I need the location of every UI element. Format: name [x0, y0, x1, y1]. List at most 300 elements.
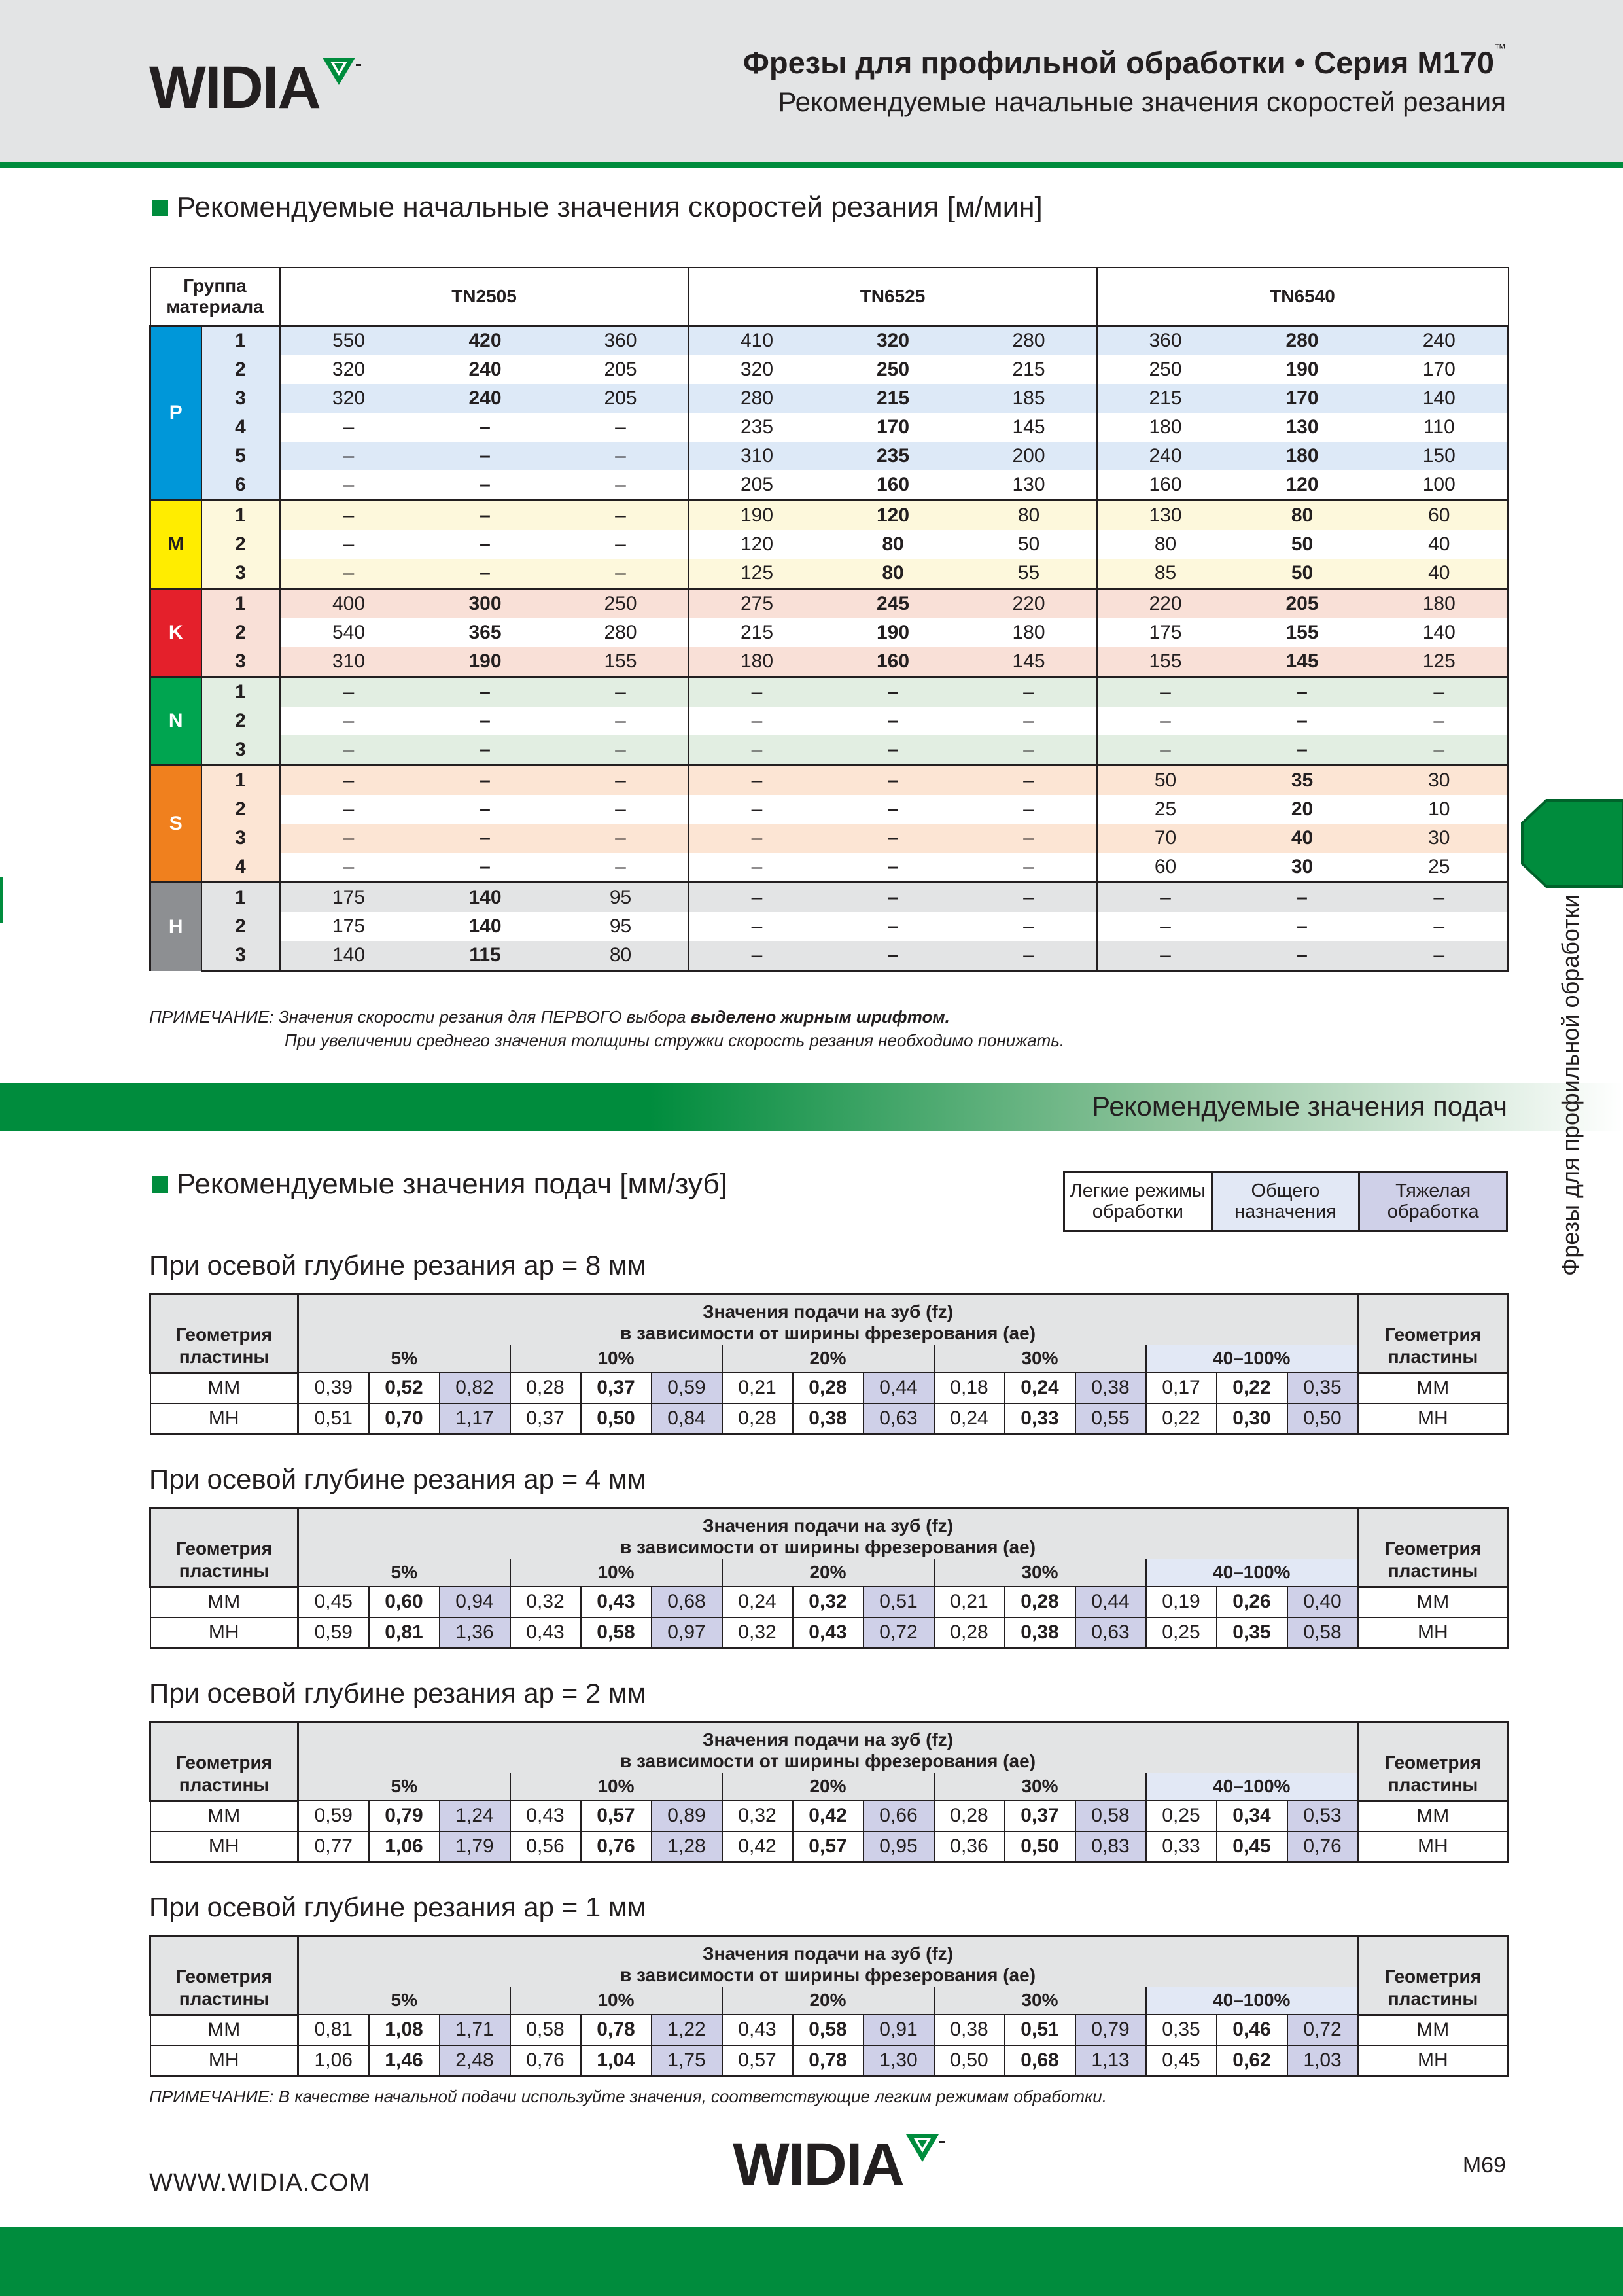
- feed-value: 0,38: [793, 1404, 864, 1434]
- speed-value: 190: [689, 501, 825, 531]
- width-header-row: [150, 1345, 1509, 1373]
- speed-value: 310: [689, 442, 825, 470]
- geometry-header-left: [150, 1508, 298, 1587]
- speed-value: –: [1097, 735, 1234, 766]
- speed-value: 140: [280, 941, 417, 971]
- speed-value: –: [825, 735, 962, 766]
- subgroup-number: 2: [201, 912, 280, 941]
- feed-value: 0,63: [864, 1404, 934, 1434]
- speed-row: [150, 501, 1509, 531]
- subgroup-number: 1: [201, 326, 280, 356]
- speed-value: –: [887, 915, 899, 937]
- speed-value: –: [480, 710, 491, 732]
- speed-value: 80: [882, 533, 904, 555]
- feed-value: 1,22: [652, 2015, 722, 2045]
- subgroup-number: 1: [201, 501, 280, 531]
- feed-value: 0,51: [298, 1404, 369, 1434]
- speed-value: 80: [962, 501, 1097, 531]
- depth-heading: При осевой глубине резания ap = 1 мм: [149, 1892, 646, 1922]
- width-header: 40–100%: [1146, 1773, 1358, 1801]
- feed-value: 0,83: [1075, 1831, 1146, 1862]
- speed-value: 125: [689, 559, 825, 589]
- feed-value: 0,91: [864, 2015, 934, 2045]
- speed-value: –: [280, 442, 417, 470]
- speed-value: 190: [417, 647, 553, 677]
- subgroup-number: 3: [201, 647, 280, 677]
- feed-value: 0,34: [1217, 1801, 1287, 1831]
- speed-value: 160: [1097, 470, 1234, 501]
- speed-value: –: [825, 824, 962, 853]
- speed-value: –: [417, 442, 553, 470]
- geometry-cell: MH: [150, 1831, 298, 1862]
- speed-value: –: [615, 710, 626, 732]
- speed-value: 280: [604, 622, 637, 643]
- feed-value: 1,06: [369, 1831, 440, 1862]
- feed-value: 0,84: [652, 1404, 722, 1434]
- speed-value: –: [480, 533, 491, 555]
- speed-value: 115: [417, 941, 553, 971]
- feed-header-line1: Значения подачи на зуб (fz): [703, 1943, 954, 1964]
- feed-value: 0,28: [934, 1801, 1005, 1831]
- feed-value: 0,28: [934, 1617, 1005, 1648]
- geometry-cell: MH: [1358, 1404, 1509, 1434]
- speed-value: –: [962, 766, 1097, 796]
- speed-value: –: [417, 766, 553, 796]
- feed-table: [149, 1935, 1509, 2077]
- feed-value: 0,24: [934, 1404, 1005, 1434]
- feed-value: 1,03: [1287, 2045, 1358, 2076]
- feed-value: 0,28: [510, 1373, 581, 1404]
- speed-value: 180: [1012, 622, 1045, 643]
- speed-value: 120: [825, 501, 962, 531]
- geometry-cell: MM: [150, 1373, 298, 1404]
- width-header: 5%: [298, 1345, 510, 1373]
- feed-value: 0,95: [864, 1831, 934, 1862]
- feed-table: [149, 1721, 1509, 1863]
- speed-value: 110: [1371, 413, 1509, 442]
- feed-value: 0,35: [1287, 1373, 1358, 1404]
- speed-value: –: [480, 474, 491, 495]
- width-header: 10%: [510, 1345, 722, 1373]
- speed-value: 400: [280, 589, 417, 619]
- feed-value: 0,76: [1287, 1831, 1358, 1862]
- speed-value: –: [343, 416, 355, 438]
- speed-value: 205: [689, 470, 825, 501]
- feed-value: 0,76: [510, 2045, 581, 2076]
- speed-value: 540: [332, 622, 366, 643]
- speed-value: 25: [1371, 853, 1509, 883]
- width-header-row: [150, 1559, 1509, 1587]
- feed-value: 0,57: [722, 2045, 793, 2076]
- trademark-mark: ™: [1494, 42, 1506, 55]
- geometry-header-right: [1358, 1508, 1509, 1587]
- speed-value: –: [1371, 735, 1509, 766]
- speed-row: [150, 883, 1509, 913]
- width-header: 30%: [934, 1987, 1146, 2015]
- feed-value: 0,30: [1217, 1404, 1287, 1434]
- speed-value: 250: [553, 589, 689, 619]
- width-header: 30%: [934, 1773, 1146, 1801]
- geometry-cell: MH: [150, 1404, 298, 1434]
- feed-value: 0,21: [934, 1587, 1005, 1617]
- width-header: 40–100%: [1146, 1345, 1358, 1373]
- speed-value: 185: [962, 384, 1097, 413]
- feed-value: 0,25: [1146, 1617, 1217, 1648]
- footer-logo-wordmark: WIDIA: [733, 2131, 903, 2198]
- feed-value: 0,42: [793, 1801, 864, 1831]
- speed-value: 320: [280, 384, 417, 413]
- speed-row: [150, 559, 1509, 589]
- feed-value: 0,59: [652, 1373, 722, 1404]
- subgroup-number: 1: [201, 766, 280, 796]
- speed-value: 240: [468, 359, 502, 380]
- speed-row: [150, 355, 1509, 384]
- feed-value: 0,44: [1075, 1587, 1146, 1617]
- feed-value: 0,58: [793, 2015, 864, 2045]
- feed-header-line1: Значения подачи на зуб (fz): [703, 1301, 954, 1322]
- speed-value: 300: [417, 589, 553, 619]
- subgroup-number: 1: [201, 883, 280, 913]
- speed-value: –: [825, 941, 962, 971]
- speed-value: –: [1371, 883, 1509, 913]
- feed-value: 0,97: [652, 1617, 722, 1648]
- speed-value: 80: [1097, 530, 1234, 559]
- logo-triangle-icon: [905, 2132, 945, 2164]
- speed-value: –: [689, 912, 825, 941]
- feed-value: 0,26: [1217, 1587, 1287, 1617]
- speed-row: [150, 795, 1509, 824]
- speed-row: [150, 912, 1509, 941]
- speed-value: 240: [1097, 442, 1234, 470]
- speed-value: –: [962, 883, 1097, 913]
- speed-value: 365: [468, 622, 502, 643]
- speed-value: 280: [962, 326, 1097, 356]
- feed-value: 0,45: [298, 1587, 369, 1617]
- feed-header-row: [150, 1294, 1509, 1345]
- speed-value: –: [962, 824, 1097, 853]
- speed-row: [150, 824, 1509, 853]
- speed-value: 50: [1097, 766, 1234, 796]
- speed-value: –: [1371, 912, 1509, 941]
- feed-table: [149, 1507, 1509, 1649]
- speed-value: –: [553, 559, 689, 589]
- speed-value: 30: [1371, 824, 1509, 853]
- speed-value: 130: [1285, 416, 1319, 438]
- feed-value: 0,44: [864, 1373, 934, 1404]
- feed-value: 0,53: [1287, 1801, 1358, 1831]
- legend-light: Легкие режимы обработки: [1064, 1173, 1212, 1231]
- material-group-cell: M: [150, 501, 201, 589]
- feed-value: 1,46: [369, 2045, 440, 2076]
- legend-heavy: Тяжелая обработка: [1359, 1173, 1507, 1231]
- feed-value: 0,46: [1217, 2015, 1287, 2045]
- feed-value: 0,22: [1146, 1404, 1217, 1434]
- width-header: 30%: [934, 1345, 1146, 1373]
- feed-value: 0,57: [793, 1831, 864, 1862]
- footer-url[interactable]: WWW.WIDIA.COM: [149, 2169, 371, 2197]
- speed-value: 235: [825, 442, 962, 470]
- group-header-label: Группа материала: [166, 275, 264, 317]
- feed-value: 0,32: [722, 1801, 793, 1831]
- speed-value: 155: [1285, 622, 1319, 643]
- geometry-header-left: [150, 1722, 298, 1801]
- speed-value: 240: [1371, 326, 1509, 356]
- speed-value: 360: [1097, 326, 1234, 356]
- speed-value: 160: [825, 647, 962, 677]
- speed-value: 250: [876, 359, 910, 380]
- speed-value: 170: [1234, 384, 1371, 413]
- feed-header-line2: в зависимости от ширины фрезерования (ae): [620, 1537, 1036, 1558]
- speed-value: –: [1097, 707, 1234, 735]
- speed-value: 235: [689, 413, 825, 442]
- subgroup-number: 2: [201, 707, 280, 735]
- geometry-header-right: [1358, 1936, 1509, 2015]
- feed-value: 0,50: [934, 2045, 1005, 2076]
- speed-value: 10: [1371, 795, 1509, 824]
- feed-value: 0,51: [1005, 2015, 1075, 2045]
- feed-row: [150, 1831, 1509, 1862]
- speed-value: 190: [876, 622, 910, 643]
- speed-value: 220: [1097, 589, 1234, 619]
- speed-value: –: [1297, 915, 1308, 937]
- speed-value: 60: [1371, 501, 1509, 531]
- feed-header-line2: в зависимости от ширины фрезерования (ae): [620, 1965, 1036, 1986]
- speed-value: –: [689, 677, 825, 707]
- geometry-header-right: [1358, 1294, 1509, 1373]
- speed-value: 320: [825, 326, 962, 356]
- geometry-header-left: [150, 1936, 298, 2015]
- speed-value: 205: [604, 359, 637, 380]
- subgroup-number: 4: [201, 853, 280, 883]
- feed-value: 0,22: [1217, 1373, 1287, 1404]
- feed-value: 0,79: [1075, 2015, 1146, 2045]
- subgroup-number: 4: [201, 413, 280, 442]
- speed-value: –: [480, 798, 491, 820]
- feed-value: 0,36: [934, 1831, 1005, 1862]
- feed-value: 0,18: [934, 1373, 1005, 1404]
- speed-value: –: [1371, 707, 1509, 735]
- feed-value: 0,43: [581, 1587, 652, 1617]
- feed-main-header: [298, 1508, 1358, 1559]
- speed-value: 140: [417, 883, 553, 913]
- group-header-cell: [150, 268, 280, 326]
- feed-value: 0,38: [1005, 1617, 1075, 1648]
- geometry-cell: MM: [1358, 2015, 1509, 2045]
- geometry-header-label: Геометрия пластины: [1385, 1966, 1482, 2009]
- grade-header: TN2505: [280, 268, 689, 326]
- legend-general: Общего назначения: [1212, 1173, 1359, 1231]
- speed-value: 170: [876, 416, 910, 438]
- subgroup-number: 2: [201, 355, 280, 384]
- feed-band-title: Рекомендуемые значения подач: [1092, 1091, 1507, 1122]
- speed-value: –: [1097, 677, 1234, 707]
- speed-value: 180: [1371, 589, 1509, 619]
- speed-value: –: [615, 474, 626, 495]
- geometry-cell: MH: [1358, 2045, 1509, 2076]
- speed-value: –: [1234, 735, 1371, 766]
- speed-value: –: [280, 559, 417, 589]
- speed-table-header: [150, 268, 1509, 326]
- width-header: 20%: [722, 1773, 934, 1801]
- depth-heading: При осевой глубине резания ap = 2 мм: [149, 1678, 646, 1708]
- feed-value: 0,72: [864, 1617, 934, 1648]
- speed-value: –: [1234, 883, 1371, 913]
- feed-value: 0,37: [510, 1404, 581, 1434]
- speed-value: –: [1234, 941, 1371, 971]
- feed-value: 0,50: [1287, 1404, 1358, 1434]
- feed-value: 0,78: [793, 2045, 864, 2076]
- speed-value: 30: [1291, 856, 1314, 877]
- geometry-header-label: Геометрия пластины: [175, 1752, 273, 1795]
- speed-value: –: [1097, 883, 1234, 913]
- speed-value: 20: [1291, 798, 1314, 820]
- speed-value: –: [689, 853, 825, 883]
- geometry-cell: MH: [1358, 1617, 1509, 1648]
- feed-value: 0,55: [1075, 1404, 1146, 1434]
- speed-value: 55: [962, 559, 1097, 589]
- feed-value: 0,68: [652, 1587, 722, 1617]
- speed-row: [150, 589, 1509, 619]
- feed-value: 1,75: [652, 2045, 722, 2076]
- feed-value: 1,08: [369, 2015, 440, 2045]
- material-group-cell: H: [150, 883, 201, 971]
- speed-row: [150, 442, 1509, 470]
- feed-value: 0,40: [1287, 1587, 1358, 1617]
- feed-row: [150, 1373, 1509, 1404]
- feed-value: 0,51: [864, 1587, 934, 1617]
- geometry-header-label: Геометрия пластины: [1385, 1538, 1482, 1581]
- subgroup-number: 6: [201, 470, 280, 501]
- speed-value: –: [689, 824, 825, 853]
- speed-value: –: [417, 824, 553, 853]
- feed-value: 1,28: [652, 1831, 722, 1862]
- speed-value: 140: [1371, 384, 1509, 413]
- width-header: 30%: [934, 1559, 1146, 1587]
- speed-value: 360: [553, 326, 689, 356]
- speed-value: 160: [876, 474, 910, 495]
- geometry-cell: MH: [150, 1617, 298, 1648]
- speed-value: –: [553, 501, 689, 531]
- feed-value: 0,21: [722, 1373, 793, 1404]
- feed-row: [150, 1617, 1509, 1648]
- speed-value: 130: [1097, 501, 1234, 531]
- width-header: 40–100%: [1146, 1559, 1358, 1587]
- subgroup-number: 3: [201, 824, 280, 853]
- bullet-square-icon: [152, 1176, 168, 1193]
- speed-value: 50: [1017, 533, 1040, 555]
- page-number: M69: [1462, 2153, 1506, 2178]
- speed-row: [150, 647, 1509, 677]
- feed-main-header: [298, 1936, 1358, 1987]
- speed-value: –: [962, 941, 1097, 971]
- speed-value: –: [280, 735, 417, 766]
- speed-value: 40: [1234, 824, 1371, 853]
- material-group-cell: N: [150, 677, 201, 766]
- speed-value: 140: [468, 915, 502, 937]
- speed-value: –: [417, 559, 553, 589]
- feed-row: [150, 2015, 1509, 2045]
- feed-value: 0,38: [1075, 1373, 1146, 1404]
- feed-value: 0,68: [1005, 2045, 1075, 2076]
- speed-value: 150: [1371, 442, 1509, 470]
- speed-section-title: [152, 191, 1043, 224]
- speed-value: 175: [280, 883, 417, 913]
- feed-note: ПРИМЕЧАНИЕ: В качестве начальной подачи используйте значения, соответствующие легким режимам обработки.: [149, 2087, 1107, 2106]
- speed-value: 280: [689, 384, 825, 413]
- feed-section-title: [152, 1168, 727, 1201]
- speed-value: –: [343, 533, 355, 555]
- depth-heading: При осевой глубине резания ap = 4 мм: [149, 1464, 646, 1494]
- speed-value: 125: [1371, 647, 1509, 677]
- feed-value: 1,06: [298, 2045, 369, 2076]
- feed-value: 0,60: [369, 1587, 440, 1617]
- speed-value: –: [825, 883, 962, 913]
- speed-value: –: [689, 735, 825, 766]
- speed-row: [150, 470, 1509, 501]
- feed-value: 2,48: [440, 2045, 510, 2076]
- footer-logo: [733, 2131, 945, 2198]
- speed-value: 320: [332, 359, 366, 380]
- speed-value: –: [417, 677, 553, 707]
- feed-title-text: Рекомендуемые значения подач [мм/зуб]: [177, 1168, 727, 1200]
- geometry-cell: MH: [1358, 1831, 1509, 1862]
- speed-value: –: [1023, 915, 1034, 937]
- speed-value: 40: [1371, 530, 1509, 559]
- feed-value: 0,42: [722, 1831, 793, 1862]
- feed-value: 0,50: [1005, 1831, 1075, 1862]
- feed-value: 0,66: [864, 1801, 934, 1831]
- subgroup-number: 3: [201, 384, 280, 413]
- speed-value: 40: [1371, 559, 1509, 589]
- speed-value: 410: [689, 326, 825, 356]
- geometry-header-right: [1358, 1722, 1509, 1801]
- speed-value: 130: [1012, 474, 1045, 495]
- speed-value: –: [615, 533, 626, 555]
- speed-value: 215: [1012, 359, 1045, 380]
- speed-value: 240: [417, 384, 553, 413]
- speed-value: 155: [1097, 647, 1234, 677]
- geometry-header-label: Геометрия пластины: [1385, 1324, 1482, 1367]
- width-header: 20%: [722, 1559, 934, 1587]
- depth-heading: При осевой глубине резания ap = 8 мм: [149, 1250, 646, 1280]
- feed-value: 0,81: [298, 2015, 369, 2045]
- material-group-cell: K: [150, 589, 201, 677]
- feed-header-line1: Значения подачи на зуб (fz): [703, 1515, 954, 1536]
- subgroup-number: 2: [201, 795, 280, 824]
- speed-value: –: [1023, 856, 1034, 877]
- width-header-row: [150, 1773, 1509, 1801]
- speed-value: 145: [1012, 416, 1045, 438]
- speed-note: [149, 1007, 950, 1027]
- speed-title-text: Рекомендуемые начальные значения скоростей резания [м/мин]: [177, 191, 1043, 223]
- speed-row: [150, 618, 1509, 647]
- speed-value: 145: [962, 647, 1097, 677]
- feed-value: 1,17: [440, 1404, 510, 1434]
- feed-value: 1,04: [581, 2045, 652, 2076]
- feed-value: 0,24: [722, 1587, 793, 1617]
- speed-value: –: [689, 795, 825, 824]
- speed-row: [150, 530, 1509, 559]
- subgroup-number: 2: [201, 530, 280, 559]
- feed-header-row: [150, 1722, 1509, 1773]
- geometry-header-left: [150, 1294, 298, 1373]
- subgroup-number: 1: [201, 589, 280, 619]
- speed-value: –: [553, 442, 689, 470]
- width-header: 10%: [510, 1773, 722, 1801]
- width-header: 5%: [298, 1773, 510, 1801]
- side-tab-text: Фрезы для профильной обработки: [1557, 894, 1584, 1276]
- speed-value: 245: [825, 589, 962, 619]
